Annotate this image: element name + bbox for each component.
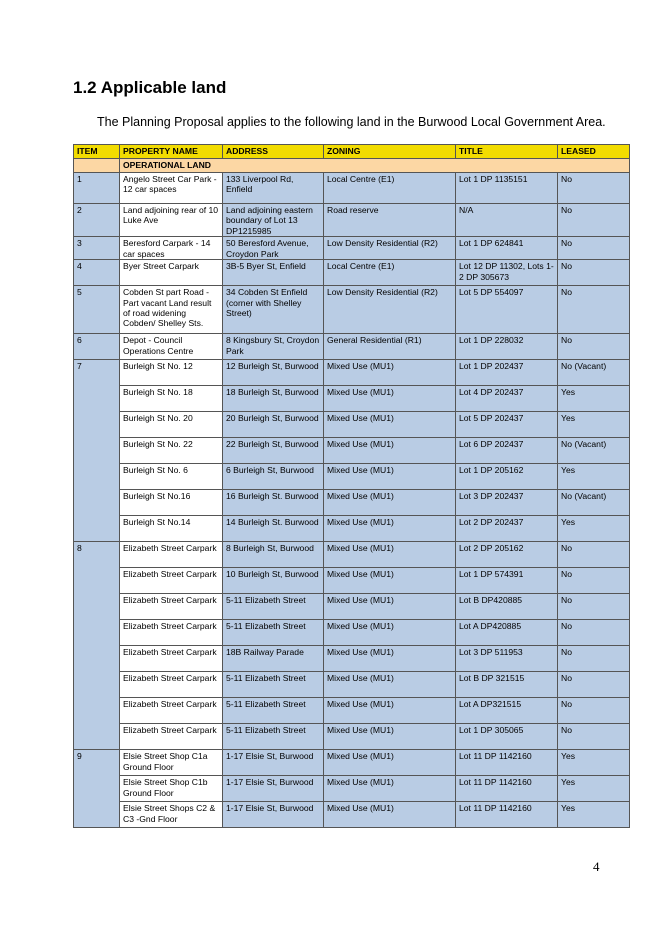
- title-cell: Lot B DP420885: [456, 594, 558, 620]
- property-name-cell: Elsie Street Shop C1a Ground Floor: [120, 750, 223, 776]
- zoning-cell: Mixed Use (MU1): [324, 464, 456, 490]
- leased-cell: No: [558, 286, 630, 334]
- address-cell: 18 Burleigh St, Burwood: [223, 386, 324, 412]
- address-cell: 5-11 Elizabeth Street: [223, 620, 324, 646]
- leased-cell: No: [558, 724, 630, 750]
- title-cell: Lot 11 DP 1142160: [456, 750, 558, 776]
- address-cell: 18B Railway Parade: [223, 646, 324, 672]
- property-name-cell: Angelo Street Car Park - 12 car spaces: [120, 173, 223, 204]
- title-cell: N/A: [456, 204, 558, 237]
- property-name-cell: Cobden St part Road - Part vacant Land result of road widening Cobden/ Shelley Sts.: [120, 286, 223, 334]
- zoning-cell: Low Density Residential (R2): [324, 286, 456, 334]
- leased-cell: Yes: [558, 776, 630, 802]
- property-name-cell: Elizabeth Street Carpark: [120, 620, 223, 646]
- zoning-cell: Mixed Use (MU1): [324, 802, 456, 828]
- title-cell: Lot 1 DP 205162: [456, 464, 558, 490]
- address-cell: 5-11 Elizabeth Street: [223, 672, 324, 698]
- title-cell: Lot A DP420885: [456, 620, 558, 646]
- address-cell: 3B-5 Byer St, Enfield: [223, 260, 324, 286]
- table-row: [74, 386, 630, 412]
- leased-cell: Yes: [558, 412, 630, 438]
- zoning-cell: Mixed Use (MU1): [324, 516, 456, 542]
- zoning-cell: Mixed Use (MU1): [324, 542, 456, 568]
- table-row: [74, 204, 630, 237]
- item-number-cell: 9: [74, 750, 120, 828]
- title-cell: Lot 4 DP 202437: [456, 386, 558, 412]
- title-cell: Lot 5 DP 202437: [456, 412, 558, 438]
- title-cell: Lot 3 DP 511953: [456, 646, 558, 672]
- table-row: [74, 334, 630, 360]
- table-row: [74, 237, 630, 260]
- zoning-cell: Mixed Use (MU1): [324, 438, 456, 464]
- leased-cell: No (Vacant): [558, 360, 630, 386]
- leased-cell: No: [558, 698, 630, 724]
- table-row: [74, 672, 630, 698]
- address-cell: 1-17 Elsie St, Burwood: [223, 802, 324, 828]
- item-number-cell: 2: [74, 204, 120, 237]
- item-number-cell: 6: [74, 334, 120, 360]
- leased-cell: No: [558, 204, 630, 237]
- property-name-cell: Burleigh St No. 18: [120, 386, 223, 412]
- applicable-land-table: [73, 144, 630, 828]
- leased-cell: No: [558, 646, 630, 672]
- property-name-cell: Elizabeth Street Carpark: [120, 698, 223, 724]
- table-row: [74, 260, 630, 286]
- title-cell: Lot 1 DP 574391: [456, 568, 558, 594]
- property-name-cell: Elizabeth Street Carpark: [120, 672, 223, 698]
- leased-cell: Yes: [558, 386, 630, 412]
- header-item: ITEM: [74, 145, 120, 159]
- zoning-cell: Mixed Use (MU1): [324, 594, 456, 620]
- address-cell: 8 Kingsbury St, Croydon Park: [223, 334, 324, 360]
- address-cell: 50 Beresford Avenue, Croydon Park: [223, 237, 324, 260]
- table-row: [74, 620, 630, 646]
- title-cell: Lot 12 DP 11302, Lots 1-2 DP 305673: [456, 260, 558, 286]
- section-row: [74, 159, 630, 173]
- address-cell: Land adjoining eastern boundary of Lot 13 DP1215985: [223, 204, 324, 237]
- title-cell: Lot 5 DP 554097: [456, 286, 558, 334]
- leased-cell: No: [558, 672, 630, 698]
- item-number-cell: 5: [74, 286, 120, 334]
- table-row: [74, 286, 630, 334]
- zoning-cell: Mixed Use (MU1): [324, 776, 456, 802]
- zoning-cell: Local Centre (E1): [324, 173, 456, 204]
- address-cell: 8 Burleigh St, Burwood: [223, 542, 324, 568]
- zoning-cell: Mixed Use (MU1): [324, 360, 456, 386]
- address-cell: 5-11 Elizabeth Street: [223, 594, 324, 620]
- zoning-cell: General Residential (R1): [324, 334, 456, 360]
- zoning-cell: Mixed Use (MU1): [324, 620, 456, 646]
- property-name-cell: Elizabeth Street Carpark: [120, 568, 223, 594]
- leased-cell: No: [558, 260, 630, 286]
- address-cell: 10 Burleigh St, Burwood: [223, 568, 324, 594]
- property-name-cell: Burleigh St No. 22: [120, 438, 223, 464]
- zoning-cell: Mixed Use (MU1): [324, 646, 456, 672]
- leased-cell: No (Vacant): [558, 438, 630, 464]
- address-cell: 5-11 Elizabeth Street: [223, 724, 324, 750]
- table-row: [74, 464, 630, 490]
- title-cell: Lot 1 DP 202437: [456, 360, 558, 386]
- header-zoning: ZONING: [324, 145, 456, 159]
- leased-cell: Yes: [558, 464, 630, 490]
- title-cell: Lot 1 DP 305065: [456, 724, 558, 750]
- address-cell: 1-17 Elsie St, Burwood: [223, 750, 324, 776]
- leased-cell: No (Vacant): [558, 490, 630, 516]
- property-name-cell: Elizabeth Street Carpark: [120, 724, 223, 750]
- property-name-cell: Depot - Council Operations Centre: [120, 334, 223, 360]
- title-cell: Lot 11 DP 1142160: [456, 776, 558, 802]
- section-spacer: [74, 159, 120, 173]
- table-row: [74, 568, 630, 594]
- leased-cell: No: [558, 237, 630, 260]
- property-name-cell: Elsie Street Shops C2 & C3 -Gnd Floor: [120, 802, 223, 828]
- intro-paragraph: The Planning Proposal applies to the following land in the Burwood Local Government Area.: [97, 115, 606, 129]
- property-name-cell: Elizabeth Street Carpark: [120, 594, 223, 620]
- table-row: [74, 173, 630, 204]
- section-label: OPERATIONAL LAND: [120, 159, 630, 173]
- title-cell: Lot 2 DP 202437: [456, 516, 558, 542]
- title-cell: Lot B DP 321515: [456, 672, 558, 698]
- item-number-cell: 1: [74, 173, 120, 204]
- address-cell: 12 Burleigh St, Burwood: [223, 360, 324, 386]
- title-cell: Lot 1 DP 624841: [456, 237, 558, 260]
- property-name-cell: Burleigh St No.16: [120, 490, 223, 516]
- address-cell: 34 Cobden St Enfield (corner with Shelley Street): [223, 286, 324, 334]
- table-row: [74, 516, 630, 542]
- table-row: [74, 412, 630, 438]
- zoning-cell: Mixed Use (MU1): [324, 412, 456, 438]
- item-number-cell: 4: [74, 260, 120, 286]
- zoning-cell: Mixed Use (MU1): [324, 672, 456, 698]
- zoning-cell: Mixed Use (MU1): [324, 750, 456, 776]
- zoning-cell: Mixed Use (MU1): [324, 490, 456, 516]
- leased-cell: No: [558, 594, 630, 620]
- address-cell: 6 Burleigh St, Burwood: [223, 464, 324, 490]
- address-cell: 16 Burleigh St. Burwood: [223, 490, 324, 516]
- zoning-cell: Low Density Residential (R2): [324, 237, 456, 260]
- address-cell: 1-17 Elsie St, Burwood: [223, 776, 324, 802]
- table-row: [74, 724, 630, 750]
- zoning-cell: Local Centre (E1): [324, 260, 456, 286]
- header-address: ADDRESS: [223, 145, 324, 159]
- leased-cell: Yes: [558, 802, 630, 828]
- property-name-cell: Beresford Carpark - 14 car spaces: [120, 237, 223, 260]
- table-row: [74, 750, 630, 776]
- item-number-cell: 8: [74, 542, 120, 750]
- header-title: TITLE: [456, 145, 558, 159]
- table-row: [74, 490, 630, 516]
- leased-cell: No: [558, 173, 630, 204]
- property-name-cell: Elizabeth Street Carpark: [120, 646, 223, 672]
- property-name-cell: Elizabeth Street Carpark: [120, 542, 223, 568]
- table-row: [74, 776, 630, 802]
- address-cell: 133 Liverpool Rd, Enfield: [223, 173, 324, 204]
- leased-cell: No: [558, 620, 630, 646]
- header-property-name: PROPERTY NAME: [120, 145, 223, 159]
- zoning-cell: Mixed Use (MU1): [324, 386, 456, 412]
- property-name-cell: Burleigh St No. 6: [120, 464, 223, 490]
- zoning-cell: Road reserve: [324, 204, 456, 237]
- property-name-cell: Burleigh St No. 20: [120, 412, 223, 438]
- table-row: [74, 698, 630, 724]
- item-number-cell: 3: [74, 237, 120, 260]
- title-cell: Lot 6 DP 202437: [456, 438, 558, 464]
- address-cell: 20 Burleigh St, Burwood: [223, 412, 324, 438]
- property-name-cell: Burleigh St No.14: [120, 516, 223, 542]
- title-cell: Lot 1 DP 228032: [456, 334, 558, 360]
- leased-cell: No: [558, 542, 630, 568]
- leased-cell: Yes: [558, 516, 630, 542]
- leased-cell: Yes: [558, 750, 630, 776]
- header-leased: LEASED: [558, 145, 630, 159]
- table-row: [74, 802, 630, 828]
- page-number: 4: [593, 859, 600, 874]
- section-heading: 1.2 Applicable land: [73, 78, 227, 97]
- property-name-cell: Elsie Street Shop C1b Ground Floor: [120, 776, 223, 802]
- zoning-cell: Mixed Use (MU1): [324, 568, 456, 594]
- address-cell: 5-11 Elizabeth Street: [223, 698, 324, 724]
- address-cell: 22 Burleigh St, Burwood: [223, 438, 324, 464]
- table-row: [74, 542, 630, 568]
- table-row: [74, 646, 630, 672]
- table-row: [74, 438, 630, 464]
- leased-cell: No: [558, 334, 630, 360]
- title-cell: Lot 1 DP 1135151: [456, 173, 558, 204]
- title-cell: Lot A DP321515: [456, 698, 558, 724]
- property-name-cell: Burleigh St No. 12: [120, 360, 223, 386]
- table-row: [74, 360, 630, 386]
- property-name-cell: Land adjoining rear of 10 Luke Ave: [120, 204, 223, 237]
- zoning-cell: Mixed Use (MU1): [324, 724, 456, 750]
- leased-cell: No: [558, 568, 630, 594]
- title-cell: Lot 3 DP 202437: [456, 490, 558, 516]
- item-number-cell: 7: [74, 360, 120, 542]
- table-row: [74, 594, 630, 620]
- table-header-row: [74, 145, 630, 159]
- address-cell: 14 Burleigh St. Burwood: [223, 516, 324, 542]
- title-cell: Lot 11 DP 1142160: [456, 802, 558, 828]
- zoning-cell: Mixed Use (MU1): [324, 698, 456, 724]
- title-cell: Lot 2 DP 205162: [456, 542, 558, 568]
- property-name-cell: Byer Street Carpark: [120, 260, 223, 286]
